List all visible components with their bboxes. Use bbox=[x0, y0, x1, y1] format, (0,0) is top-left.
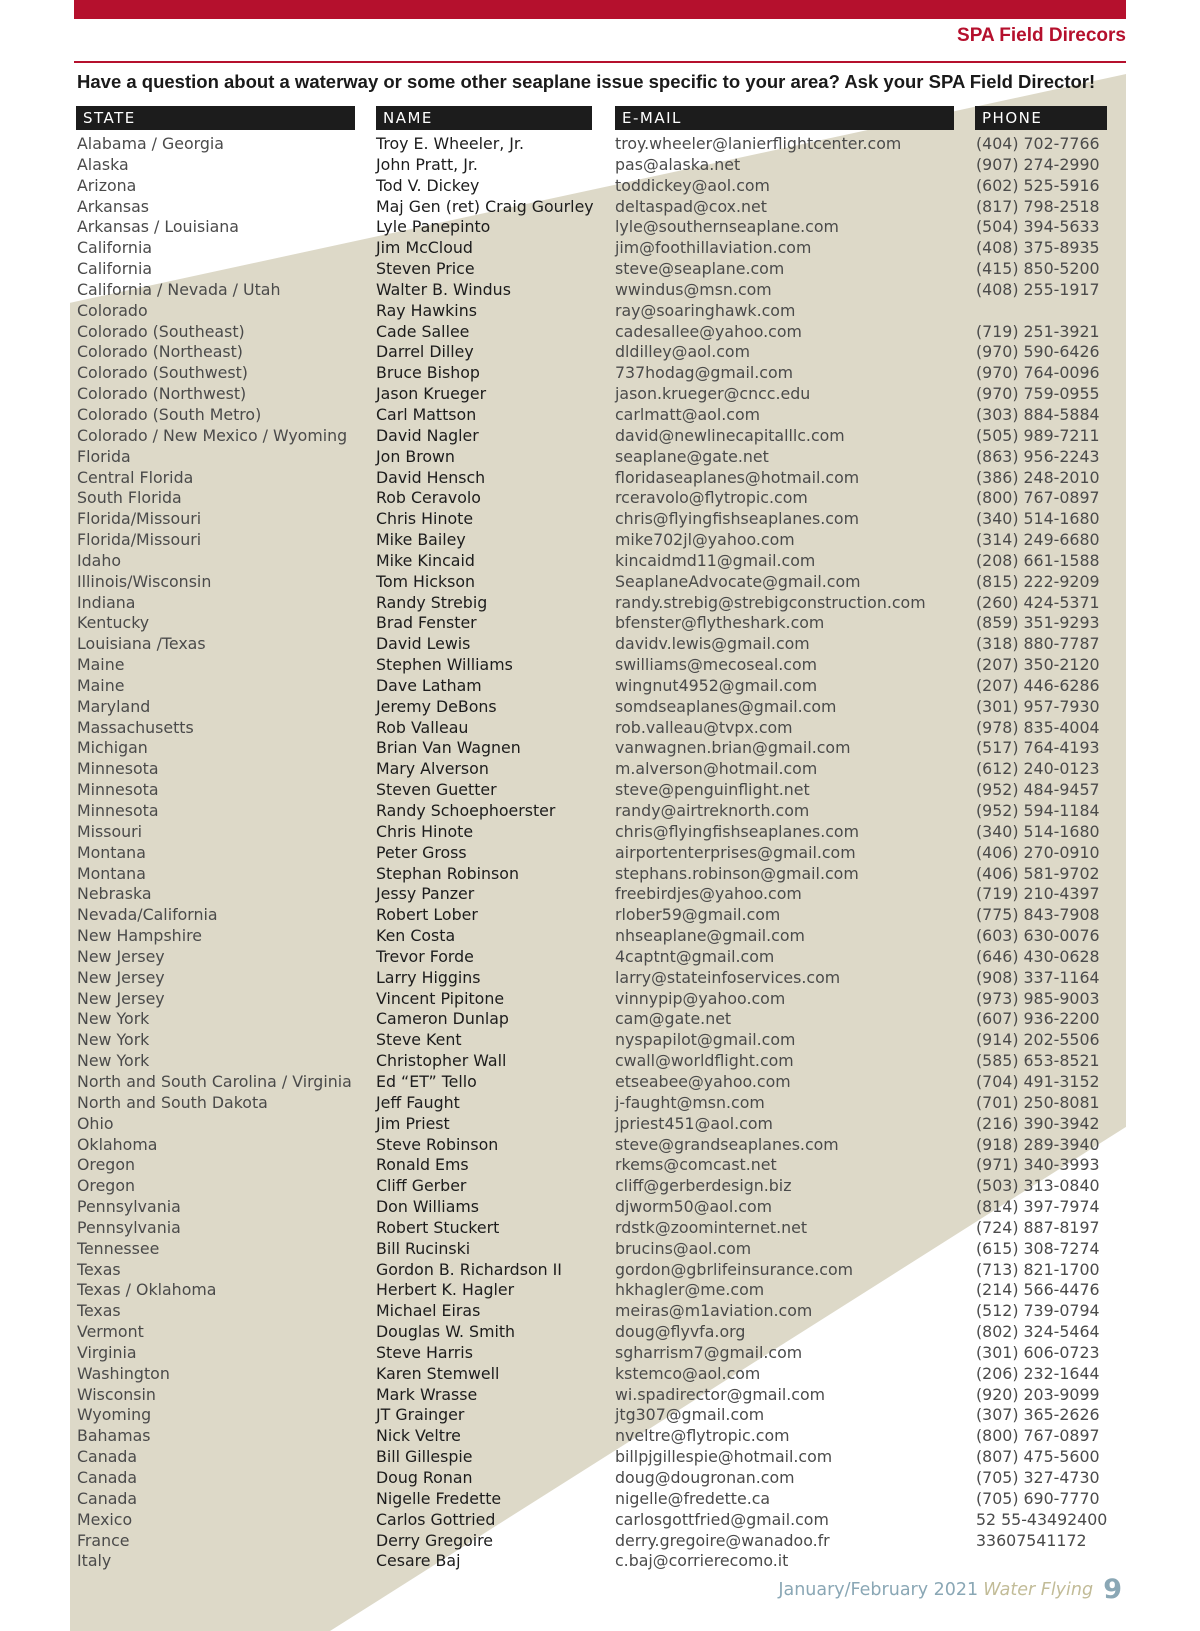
state-cell: Colorado bbox=[77, 300, 148, 320]
state-cell: Oregon bbox=[77, 1155, 136, 1175]
email-cell[interactable]: wingnut4952@gmail.com bbox=[615, 675, 818, 695]
name-cell: Tom Hickson bbox=[376, 571, 476, 591]
state-cell: New Jersey bbox=[77, 967, 165, 987]
state-cell: Illinois/Wisconsin bbox=[77, 571, 212, 591]
name-cell: Troy E. Wheeler, Jr. bbox=[376, 134, 524, 153]
phone-cell: (971) 340-3993 bbox=[976, 1155, 1100, 1175]
state-cell: Wisconsin bbox=[77, 1384, 156, 1404]
name-cell: Larry Higgins bbox=[376, 967, 481, 987]
phone-cell: (802) 324-5464 bbox=[976, 1322, 1100, 1342]
state-cell: Texas / Oklahoma bbox=[77, 1280, 217, 1300]
state-cell: Oklahoma bbox=[77, 1134, 158, 1154]
email-cell[interactable]: 737hodag@gmail.com bbox=[615, 363, 793, 383]
email-cell[interactable]: brucins@aol.com bbox=[615, 1238, 752, 1258]
name-cell: Brad Fenster bbox=[376, 613, 477, 633]
state-cell: Wyoming bbox=[77, 1405, 152, 1425]
name-cell: Steve Harris bbox=[376, 1342, 473, 1362]
state-cell: New York bbox=[77, 1009, 150, 1029]
state-cell: Colorado (Southeast) bbox=[77, 321, 245, 341]
name-cell: Steve Kent bbox=[376, 1030, 462, 1050]
name-cell: Ken Costa bbox=[376, 926, 456, 946]
name-cell: Stephan Robinson bbox=[376, 863, 519, 883]
state-cell: Colorado (Northwest) bbox=[77, 384, 247, 404]
state-cell: Montana bbox=[77, 842, 146, 862]
phone-cell: (406) 270-0910 bbox=[976, 842, 1100, 862]
email-cell[interactable]: gordon@gbrlifeinsurance.com bbox=[615, 1259, 854, 1279]
phone-cell: (705) 327-4730 bbox=[976, 1468, 1100, 1487]
name-cell: Tod V. Dickey bbox=[376, 175, 480, 195]
name-cell: Derry Gregoire bbox=[376, 1530, 494, 1550]
phone-cell: (303) 884-5884 bbox=[976, 404, 1100, 424]
state-cell: New York bbox=[77, 1030, 150, 1050]
name-cell: Douglas W. Smith bbox=[376, 1322, 516, 1342]
state-cell: South Florida bbox=[77, 488, 182, 508]
phone-cell: (386) 248-2010 bbox=[976, 467, 1100, 487]
email-cell[interactable]: jtg307@gmail.com bbox=[615, 1405, 765, 1425]
state-cell: Kentucky bbox=[77, 613, 150, 633]
state-cell: Central Florida bbox=[77, 467, 194, 487]
state-cell: Alaska bbox=[77, 154, 129, 174]
state-cell: Pennsylvania bbox=[77, 1217, 181, 1237]
phone-cell: (214) 566-4476 bbox=[976, 1280, 1100, 1300]
column-header-email: E-MAIL bbox=[615, 106, 954, 130]
email-cell[interactable]: cadesallee@yahoo.com bbox=[615, 321, 802, 341]
name-cell: Cliff Gerber bbox=[376, 1176, 467, 1196]
state-cell: Colorado (Northeast) bbox=[77, 342, 243, 362]
email-cell[interactable]: wwindus@msn.com bbox=[615, 279, 772, 299]
name-cell: JT Grainger bbox=[376, 1405, 465, 1425]
email-cell[interactable]: airportenterprises@gmail.com bbox=[615, 842, 856, 862]
phone-cell: (800) 767-0897 bbox=[976, 488, 1100, 508]
phone-cell: (314) 249-6680 bbox=[976, 530, 1100, 550]
phone-cell: (863) 956-2243 bbox=[976, 446, 1100, 466]
state-cell: Colorado (South Metro) bbox=[77, 404, 262, 424]
name-cell: Trevor Forde bbox=[376, 946, 474, 966]
name-cell: Randy Schoephoerster bbox=[376, 801, 556, 820]
email-cell[interactable]: jim@foothillaviation.com bbox=[615, 238, 812, 258]
name-cell: Cesare Baj bbox=[376, 1551, 461, 1571]
name-cell: Mark Wrasse bbox=[376, 1384, 478, 1404]
name-cell: Karen Stemwell bbox=[376, 1363, 500, 1383]
phone-cell: (207) 350-2120 bbox=[976, 655, 1100, 675]
email-cell[interactable]: rceravolo@flytropic.com bbox=[615, 488, 808, 508]
name-cell: Maj Gen (ret) Craig Gourley bbox=[376, 196, 594, 216]
email-cell[interactable]: floridaseaplanes@hotmail.com bbox=[615, 467, 860, 487]
email-cell[interactable]: steve@seaplane.com bbox=[615, 259, 785, 279]
email-cell[interactable]: swilliams@mecoseal.com bbox=[615, 655, 818, 675]
state-cell: Indiana bbox=[77, 592, 136, 612]
phone-cell: (607) 936-2200 bbox=[976, 1009, 1100, 1029]
state-cell: Nebraska bbox=[77, 884, 152, 904]
email-cell[interactable]: rkems@comcast.net bbox=[615, 1155, 777, 1175]
email-cell[interactable]: etseabee@yahoo.com bbox=[615, 1071, 791, 1091]
email-cell[interactable]: steve@penguinflight.net bbox=[615, 780, 810, 800]
phone-cell: (914) 202-5506 bbox=[976, 1030, 1100, 1050]
name-cell: Carl Mattson bbox=[376, 404, 477, 424]
state-cell: Washington bbox=[77, 1363, 170, 1383]
name-cell: Jeff Faught bbox=[376, 1092, 460, 1112]
phone-cell: (408) 375-8935 bbox=[976, 238, 1100, 258]
email-cell[interactable]: chris@flyingfishseaplanes.com bbox=[615, 509, 859, 529]
state-cell: Massachusetts bbox=[77, 717, 194, 737]
phone-cell: (517) 764-4193 bbox=[976, 738, 1100, 758]
email-cell[interactable]: chris@flyingfishseaplanes.com bbox=[615, 821, 859, 841]
phone-cell: (340) 514-1680 bbox=[976, 821, 1100, 841]
name-cell: Ed “ET” Tello bbox=[376, 1071, 477, 1091]
state-cell: Pennsylvania bbox=[77, 1197, 181, 1217]
phone-cell: (973) 985-9003 bbox=[976, 988, 1100, 1008]
state-cell: Maine bbox=[77, 655, 125, 675]
email-cell[interactable]: toddickey@aol.com bbox=[615, 175, 770, 195]
name-cell: Darrel Dilley bbox=[376, 342, 474, 362]
phone-cell: (807) 475-5600 bbox=[976, 1447, 1100, 1467]
section-title: SPA Field Direcors bbox=[957, 25, 1126, 46]
email-cell[interactable]: mike702jl@yahoo.com bbox=[615, 530, 795, 550]
phone-cell: (719) 210-4397 bbox=[976, 884, 1100, 904]
email-cell[interactable]: nyspapilot@gmail.com bbox=[615, 1030, 796, 1050]
email-cell[interactable]: stephans.robinson@gmail.com bbox=[615, 863, 859, 883]
name-cell: Stephen Williams bbox=[376, 655, 513, 675]
email-cell[interactable]: cwall@worldflight.com bbox=[615, 1051, 794, 1071]
email-cell[interactable]: rob.valleau@tvpx.com bbox=[615, 717, 793, 737]
state-cell: Vermont bbox=[77, 1322, 144, 1342]
email-cell[interactable]: bfenster@flytheshark.com bbox=[615, 613, 825, 633]
state-cell: North and South Carolina / Virginia bbox=[77, 1071, 352, 1091]
phone-cell: (952) 484-9457 bbox=[976, 780, 1100, 800]
phone-cell: (415) 850-5200 bbox=[976, 259, 1100, 279]
page-footer bbox=[778, 1574, 1122, 1605]
email-cell[interactable]: larry@stateinfoservices.com bbox=[615, 967, 841, 987]
state-cell: Michigan bbox=[77, 738, 148, 758]
state-cell: California / Nevada / Utah bbox=[77, 279, 281, 299]
email-cell[interactable]: kstemco@aol.com bbox=[615, 1363, 761, 1383]
phone-cell: (952) 594-1184 bbox=[976, 801, 1100, 820]
name-cell: Bill Gillespie bbox=[376, 1447, 473, 1467]
phone-cell: (978) 835-4004 bbox=[976, 717, 1100, 737]
footer-issue: January/February 2021 bbox=[778, 1580, 979, 1600]
email-cell[interactable]: djworm50@aol.com bbox=[615, 1197, 772, 1217]
email-cell[interactable]: jpriest451@aol.com bbox=[615, 1113, 773, 1133]
email-cell[interactable]: jason.krueger@cncc.edu bbox=[615, 384, 811, 404]
email-cell[interactable]: c.baj@corrierecomo.it bbox=[615, 1551, 789, 1571]
intro-text: Have a question about a waterway or some other seaplane issue specific to your area? Ask your SPA Field Director! bbox=[77, 71, 1096, 92]
email-cell[interactable]: nigelle@fredette.ca bbox=[615, 1488, 771, 1508]
phone-cell: (859) 351-9293 bbox=[976, 613, 1100, 633]
name-cell: Robert Stuckert bbox=[376, 1217, 500, 1237]
phone-cell: (814) 397-7974 bbox=[976, 1197, 1100, 1217]
email-cell[interactable]: hkhagler@me.com bbox=[615, 1280, 765, 1300]
name-cell: Cade Sallee bbox=[376, 321, 470, 341]
phone-cell: (970) 764-0096 bbox=[976, 363, 1100, 383]
state-cell: Canada bbox=[77, 1468, 138, 1487]
phone-cell: (713) 821-1700 bbox=[976, 1259, 1100, 1279]
phone-cell: (704) 491-3152 bbox=[976, 1071, 1100, 1091]
name-cell: Jessy Panzer bbox=[376, 884, 475, 904]
name-cell: Nick Veltre bbox=[376, 1426, 461, 1446]
state-cell: Oregon bbox=[77, 1176, 136, 1196]
name-cell: Doug Ronan bbox=[376, 1468, 473, 1487]
state-cell: New Jersey bbox=[77, 946, 165, 966]
phone-cell: (970) 590-6426 bbox=[976, 342, 1100, 362]
state-cell: Florida bbox=[77, 446, 131, 466]
name-cell: David Lewis bbox=[376, 634, 471, 654]
phone-cell: (406) 581-9702 bbox=[976, 863, 1100, 883]
name-cell: Jim Priest bbox=[376, 1113, 450, 1133]
state-cell: Texas bbox=[77, 1301, 121, 1321]
email-cell[interactable]: vinnypip@yahoo.com bbox=[615, 988, 786, 1008]
email-cell[interactable]: pas@alaska.net bbox=[615, 154, 741, 174]
email-cell[interactable]: davidv.lewis@gmail.com bbox=[615, 634, 810, 654]
page-number: 9 bbox=[1103, 1574, 1122, 1605]
phone-cell: (585) 653-8521 bbox=[976, 1051, 1100, 1071]
email-cell[interactable]: doug@dougronan.com bbox=[615, 1468, 795, 1487]
state-cell: Bahamas bbox=[77, 1426, 151, 1446]
phone-cell: (920) 203-9099 bbox=[976, 1384, 1100, 1404]
email-cell[interactable]: doug@flyvfa.org bbox=[615, 1322, 746, 1342]
email-cell[interactable]: ray@soaringhawk.com bbox=[615, 300, 796, 320]
state-cell: Florida/Missouri bbox=[77, 509, 202, 529]
phone-cell: (907) 274-2990 bbox=[976, 154, 1100, 174]
state-cell: Canada bbox=[77, 1488, 138, 1508]
name-cell: Vincent Pipitone bbox=[376, 988, 505, 1008]
phone-cell: (503) 313-0840 bbox=[976, 1176, 1100, 1196]
name-cell: Christopher Wall bbox=[376, 1051, 507, 1071]
phone-cell: (207) 446-6286 bbox=[976, 675, 1100, 695]
phone-cell: (301) 606-0723 bbox=[976, 1342, 1100, 1362]
email-cell[interactable]: meiras@m1aviation.com bbox=[615, 1301, 813, 1321]
email-cell[interactable]: 4captnt@gmail.com bbox=[615, 946, 775, 966]
name-cell: Mike Kincaid bbox=[376, 550, 475, 570]
state-cell: California bbox=[77, 259, 153, 279]
phone-cell: (216) 390-3942 bbox=[976, 1113, 1100, 1133]
phone-cell: (408) 255-1917 bbox=[976, 279, 1100, 299]
state-cell: New York bbox=[77, 1051, 150, 1071]
state-cell: Montana bbox=[77, 863, 146, 883]
email-cell[interactable]: randy.strebig@strebigconstruction.com bbox=[615, 592, 926, 612]
phone-cell: (505) 989-7211 bbox=[976, 425, 1100, 445]
email-cell[interactable]: seaplane@gate.net bbox=[615, 446, 769, 466]
email-cell[interactable]: troy.wheeler@lanierflightcenter.com bbox=[615, 134, 902, 153]
name-cell: Mike Bailey bbox=[376, 530, 466, 550]
phone-cell: (815) 222-9209 bbox=[976, 571, 1100, 591]
name-cell: Cameron Dunlap bbox=[376, 1009, 509, 1029]
phone-cell: (301) 957-7930 bbox=[976, 696, 1100, 716]
state-cell: Minnesota bbox=[77, 759, 159, 779]
email-cell[interactable]: carlosgottfried@gmail.com bbox=[615, 1509, 829, 1529]
state-cell: Canada bbox=[77, 1447, 138, 1467]
email-cell[interactable]: carlmatt@aol.com bbox=[615, 404, 760, 424]
state-cell: Missouri bbox=[77, 821, 143, 841]
phone-cell: (705) 690-7770 bbox=[976, 1488, 1100, 1508]
state-cell: France bbox=[77, 1530, 130, 1550]
state-cell: Colorado / New Mexico / Wyoming bbox=[77, 425, 348, 445]
name-cell: John Pratt, Jr. bbox=[376, 154, 478, 174]
name-cell: Ray Hawkins bbox=[376, 300, 477, 320]
email-cell[interactable]: j-faught@msn.com bbox=[615, 1092, 765, 1112]
phone-cell: 52 55-43492400 bbox=[976, 1509, 1108, 1529]
name-cell: Chris Hinote bbox=[376, 821, 474, 841]
top-accent-bar bbox=[74, 0, 1126, 19]
name-cell: Steven Guetter bbox=[376, 780, 497, 800]
state-cell: Italy bbox=[77, 1551, 112, 1571]
phone-cell: (612) 240-0123 bbox=[976, 759, 1100, 779]
name-cell: Don Williams bbox=[376, 1197, 479, 1217]
phone-cell: (701) 250-8081 bbox=[976, 1092, 1100, 1112]
name-cell: Jon Brown bbox=[376, 446, 455, 466]
email-cell[interactable]: vanwagnen.brian@gmail.com bbox=[615, 738, 851, 758]
column-header-name: NAME bbox=[376, 106, 592, 130]
state-cell: Minnesota bbox=[77, 780, 159, 800]
state-cell: Maine bbox=[77, 675, 125, 695]
name-cell: Jason Krueger bbox=[376, 384, 487, 404]
email-cell[interactable]: derry.gregoire@wanadoo.fr bbox=[615, 1530, 830, 1550]
name-cell: Brian Van Wagnen bbox=[376, 738, 521, 758]
state-cell: New Jersey bbox=[77, 988, 165, 1008]
phone-cell: (817) 798-2518 bbox=[976, 196, 1100, 216]
name-cell: Peter Gross bbox=[376, 842, 467, 862]
name-cell: Ronald Ems bbox=[376, 1155, 469, 1175]
state-cell: Texas bbox=[77, 1259, 121, 1279]
name-cell: Rob Ceravolo bbox=[376, 488, 481, 508]
email-cell[interactable]: dldilley@aol.com bbox=[615, 342, 750, 362]
name-cell: Jeremy DeBons bbox=[376, 696, 497, 716]
phone-cell: (908) 337-1164 bbox=[976, 967, 1100, 987]
name-cell: Lyle Panepinto bbox=[376, 217, 491, 237]
email-cell[interactable]: m.alverson@hotmail.com bbox=[615, 759, 818, 779]
email-cell[interactable]: SeaplaneAdvocate@gmail.com bbox=[615, 571, 861, 591]
state-cell: Mexico bbox=[77, 1509, 133, 1529]
name-cell: Mary Alverson bbox=[376, 759, 489, 779]
state-cell: Tennessee bbox=[77, 1238, 160, 1258]
phone-cell: (340) 514-1680 bbox=[976, 509, 1100, 529]
phone-cell: (724) 887-8197 bbox=[976, 1217, 1100, 1237]
state-cell: New Hampshire bbox=[77, 926, 202, 946]
state-cell: Arizona bbox=[77, 175, 137, 195]
phone-cell: (404) 702-7766 bbox=[976, 134, 1100, 153]
name-cell: Walter B. Windus bbox=[376, 279, 511, 299]
name-cell: Jim McCloud bbox=[376, 238, 473, 258]
email-cell[interactable]: steve@grandseaplanes.com bbox=[615, 1134, 839, 1154]
phone-cell: (206) 232-1644 bbox=[976, 1363, 1100, 1383]
phone-cell: 33607541172 bbox=[976, 1530, 1087, 1550]
name-cell: Carlos Gottried bbox=[376, 1509, 496, 1529]
email-cell[interactable]: cam@gate.net bbox=[615, 1009, 732, 1029]
column-header-phone: PHONE bbox=[975, 106, 1107, 130]
email-cell[interactable]: randy@airtreknorth.com bbox=[615, 801, 810, 820]
email-cell[interactable]: david@newlinecapitalllc.com bbox=[615, 425, 845, 445]
name-cell: Rob Valleau bbox=[376, 717, 469, 737]
state-cell: California bbox=[77, 238, 153, 258]
email-cell[interactable]: nhseaplane@gmail.com bbox=[615, 926, 805, 946]
name-cell: Steve Robinson bbox=[376, 1134, 499, 1154]
email-cell[interactable]: kincaidmd11@gmail.com bbox=[615, 550, 816, 570]
phone-cell: (646) 430-0628 bbox=[976, 946, 1100, 966]
name-cell: Dave Latham bbox=[376, 675, 482, 695]
phone-cell: (800) 767-0897 bbox=[976, 1426, 1100, 1446]
name-cell: Michael Eiras bbox=[376, 1301, 481, 1321]
email-cell[interactable]: somdseaplanes@gmail.com bbox=[615, 696, 837, 716]
name-cell: David Nagler bbox=[376, 425, 479, 445]
name-cell: David Hensch bbox=[376, 467, 486, 487]
name-cell: Gordon B. Richardson II bbox=[376, 1259, 562, 1279]
name-cell: Chris Hinote bbox=[376, 509, 474, 529]
email-cell[interactable]: billpjgillespie@hotmail.com bbox=[615, 1447, 833, 1467]
state-cell: Minnesota bbox=[77, 801, 159, 820]
state-cell: Maryland bbox=[77, 696, 151, 716]
state-cell: Florida/Missouri bbox=[77, 530, 202, 550]
column-header-state: STATE bbox=[76, 106, 355, 130]
phone-cell: (775) 843-7908 bbox=[976, 905, 1100, 925]
state-cell: Colorado (Southwest) bbox=[77, 363, 248, 383]
phone-cell: (918) 289-3940 bbox=[976, 1134, 1100, 1154]
state-cell: Nevada/California bbox=[77, 905, 218, 925]
phone-cell: (602) 525-5916 bbox=[976, 175, 1100, 195]
footer-magazine: Water Flying bbox=[983, 1580, 1094, 1600]
email-cell[interactable]: rlober59@gmail.com bbox=[615, 905, 781, 925]
name-cell: Herbert K. Hagler bbox=[376, 1280, 515, 1300]
state-cell: Ohio bbox=[77, 1113, 114, 1133]
email-cell[interactable]: rdstk@zoominternet.net bbox=[615, 1217, 808, 1237]
name-cell: Nigelle Fredette bbox=[376, 1488, 502, 1508]
email-cell[interactable]: deltaspad@cox.net bbox=[615, 196, 767, 216]
state-cell: Alabama / Georgia bbox=[77, 134, 224, 153]
phone-cell: (603) 630-0076 bbox=[976, 926, 1100, 946]
name-cell: Randy Strebig bbox=[376, 592, 488, 612]
name-cell: Bill Rucinski bbox=[376, 1238, 471, 1258]
phone-cell: (307) 365-2626 bbox=[976, 1405, 1100, 1425]
phone-cell: (208) 661-1588 bbox=[976, 550, 1100, 570]
phone-cell: (504) 394-5633 bbox=[976, 217, 1100, 237]
email-cell[interactable]: nveltre@flytropic.com bbox=[615, 1426, 790, 1446]
title-rule bbox=[74, 61, 1126, 63]
phone-cell: (260) 424-5371 bbox=[976, 592, 1100, 612]
state-cell: Arkansas bbox=[77, 196, 150, 216]
name-cell: Steven Price bbox=[376, 259, 475, 279]
name-cell: Bruce Bishop bbox=[376, 363, 480, 383]
state-cell: Arkansas / Louisiana bbox=[77, 217, 239, 237]
state-cell: Louisiana /Texas bbox=[77, 634, 206, 654]
phone-cell: (970) 759-0955 bbox=[976, 384, 1100, 404]
state-cell: Virginia bbox=[77, 1342, 137, 1362]
email-cell[interactable]: lyle@southernseaplane.com bbox=[615, 217, 839, 237]
phone-cell: (615) 308-7274 bbox=[976, 1238, 1100, 1258]
email-cell[interactable]: wi.spadirector@gmail.com bbox=[615, 1384, 826, 1404]
phone-cell: (512) 739-0794 bbox=[976, 1301, 1100, 1321]
state-cell: Idaho bbox=[77, 550, 122, 570]
state-cell: North and South Dakota bbox=[77, 1092, 268, 1112]
name-cell: Robert Lober bbox=[376, 905, 478, 925]
phone-cell: (719) 251-3921 bbox=[976, 321, 1100, 341]
phone-cell: (318) 880-7787 bbox=[976, 634, 1100, 654]
email-cell[interactable]: freebirdjes@yahoo.com bbox=[615, 884, 802, 904]
email-cell[interactable]: cliff@gerberdesign.biz bbox=[615, 1176, 792, 1196]
email-cell[interactable]: sgharrism7@gmail.com bbox=[615, 1342, 803, 1362]
